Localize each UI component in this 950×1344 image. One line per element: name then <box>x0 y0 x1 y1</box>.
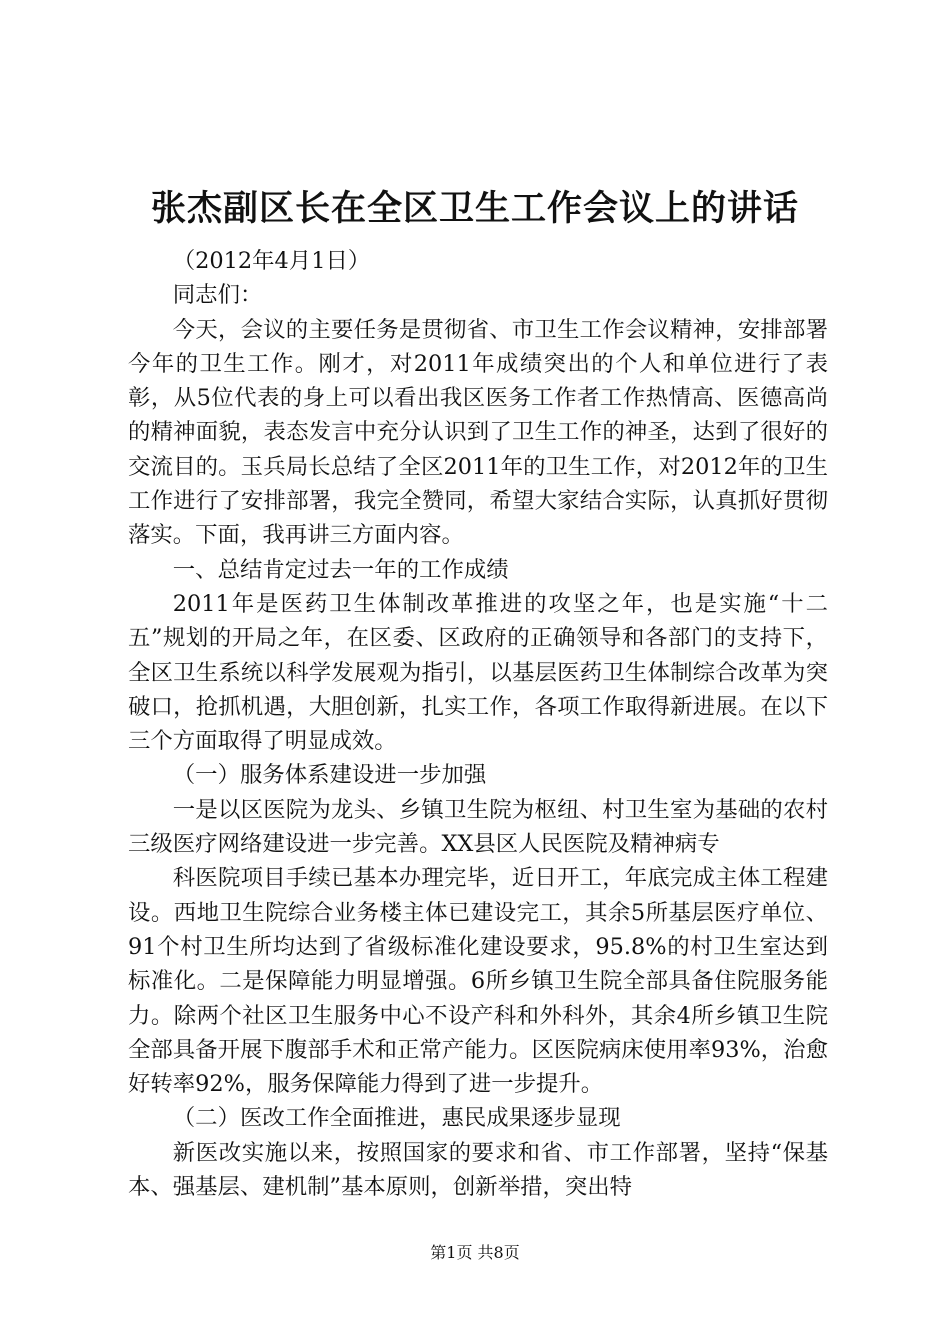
body-paragraph: 今天，会议的主要任务是贯彻省、市卫生工作会议精神，安排部署今年的卫生工作。刚才，对2011年成绩突出的个人和单位进行了表彰，从5位代表的身上可以看出我区医务工作者工作热情高、医德高尚的精神面貌，表态发言中充分认识到了卫生工作的神圣，达到了很好的交流目的。玉兵局长总结了全区2011年的卫生工作，对2012年的卫生工作进行了安排部署，我完全赞同，希望大家结合实际，认真抓好贯彻落实。下面，我再讲三方面内容。 <box>128 316 828 549</box>
speech-date: （2012年4月1日） <box>172 248 371 274</box>
body-paragraph: 新医改实施以来，按照国家的要求和省、市工作部署，坚持“保基本、强基层、建机制”基本原则，创新举措，突出特 <box>128 1139 828 1201</box>
body-paragraph: 科医院项目手续已基本办理完毕，近日开工，年底完成主体工程建设。西地卫生院综合业务楼主体已建设完工，其余5所基层医疗单位、91个村卫生所均达到了省级标准化建设要求，95.8%的村卫生室达到标准化。二是保障能力明显增强。6所乡镇卫生院全部具备住院服务能力。除两个社区卫生服务中心不设产科和外科外，其余4所乡镇卫生院全部具备开展下腹部手术和正常产能力。区医院病床使用率93%，治愈好转率92%，服务保障能力得到了进一步提升。 <box>128 865 828 1098</box>
body-paragraph: 2011年是医药卫生体制改革推进的攻坚之年，也是实施“十二五”规划的开局之年，在区委、区政府的正确领导和各部门的支持下，全区卫生系统以科学发展观为指引，以基层医药卫生体制综合改革为突破口，抢抓机遇，大胆创新，扎实工作，各项工作取得新进展。在以下三个方面取得了明显成效。 <box>128 590 828 755</box>
subsection-heading: （一）服务体系建设进一步加强 <box>172 762 487 789</box>
subsection-heading: （二）医改工作全面推进，惠民成果逐步显现 <box>172 1105 621 1132</box>
body-paragraph: 一是以区医院为龙头、乡镇卫生院为枢纽、村卫生室为基础的农村三级医疗网络建设进一步完善。XX县区人民医院及精神病专 <box>128 796 828 858</box>
document-body <box>128 244 828 1204</box>
section-heading: 一、总结肯定过去一年的工作成绩 <box>172 556 509 583</box>
salutation: 同志们： <box>172 282 263 309</box>
page-number: 第1页 共8页 <box>430 1243 520 1262</box>
document-title: 张杰副区长在全区卫生工作会议上的讲话 <box>150 188 799 229</box>
